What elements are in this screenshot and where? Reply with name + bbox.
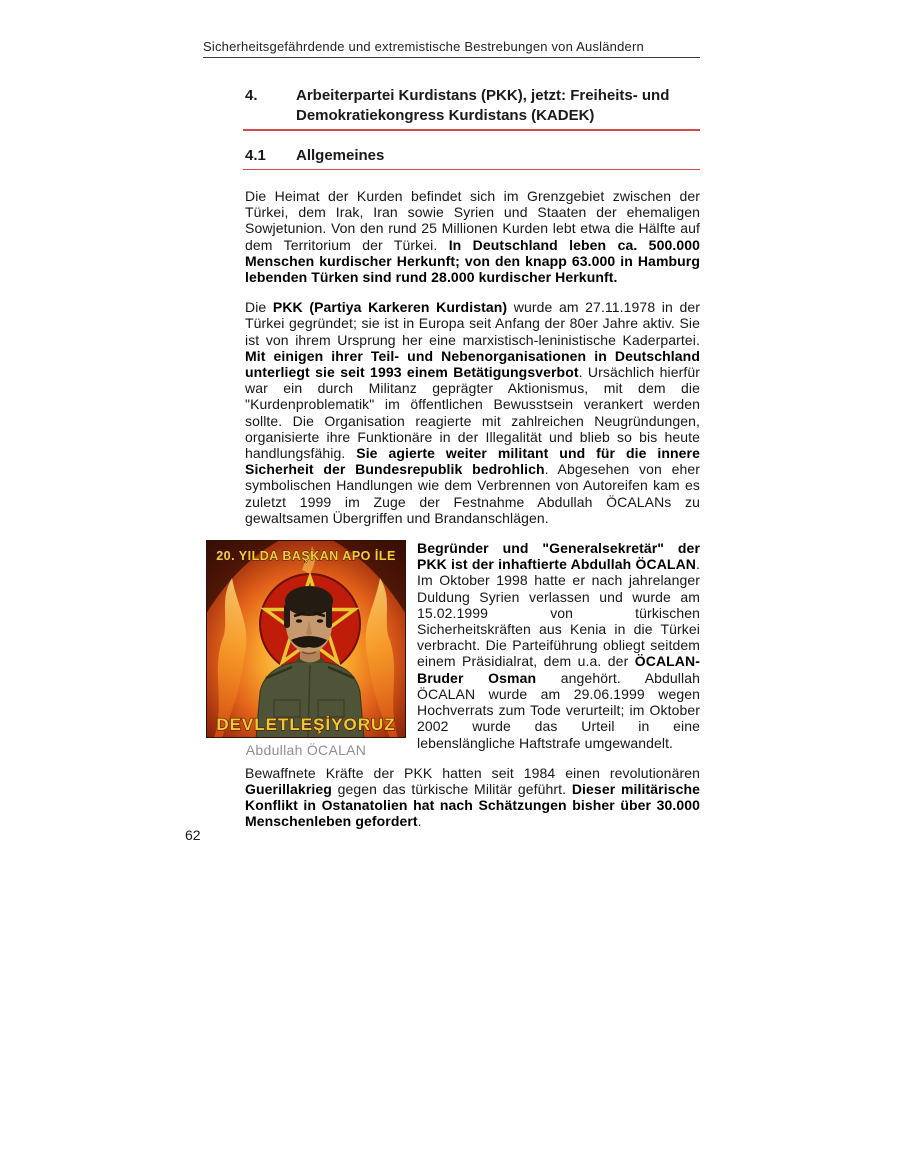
section-title-line2: Demokratiekongress Kurdistans (KADEK) (296, 107, 595, 124)
running-header: Sicherheitsgefährdende und extremistische Bestrebungen von Ausländern (203, 39, 644, 54)
header-rule (203, 57, 700, 58)
section-number: 4. (245, 87, 258, 104)
figure-caption: Abdullah ÖCALAN (245, 742, 367, 759)
paragraph-kurds-homeland: Die Heimat der Kurden befindet sich im Grenzgebiet zwischen der Türkei, dem Irak, Iran sowie Syrien und Staaten der ehemaligen Sowjetunion. Von den rund 25 Millionen Kurden lebt etwa die Hälfte auf dem Territorium der Türkei. In Deutschland leben ca. 500.000 Menschen kurdischer Herkunft; von den knapp 63.000 in Hamburg lebenden Türken sind rund 28.000 kurdischer Herkunft. (245, 188, 700, 286)
paragraph-pkk-history: Die PKK (Partiya Karkeren Kurdistan) wurde am 27.11.1978 in der Türkei gegründet; sie ist in Europa seit Anfang der 80er Jahre aktiv. Sie ist von ihrem Ursprung her eine marxistisch-leninistische Kaderpartei. Mit einigen ihrer Teil- und Nebenorganisationen in Deutschland unterliegt sie seit 1993 einem Betätigungsverbot. Ursächlich hierfür war ein durch Militanz geprägter Aktionismus, mit dem die "Kurdenproblematik" im öffentlichen Bewusstsein verankert werden sollte. Die Organisation reagierte mit zahlreichen Neugründungen, organisierte ihre Funktionäre in der Illegalität und blieb so bis heute handlungsfähig. Sie agierte weiter militant und für die innere Sicherheit der Bundesrepublik bedrohlich. Abgesehen von eher symbolischen Handlungen wie dem Verbrennen von Autoreifen kam es zuletzt 1999 im Zuge der Festnahme Abdullah ÖCALANs zu gewaltsamen Übergriffen und Brandanschlägen. (245, 299, 700, 526)
section-heading (245, 86, 700, 126)
subsection-heading (245, 146, 700, 166)
page-number: 62 (185, 827, 201, 843)
page-content (216, 86, 701, 844)
section-title-line1: Arbeiterpartei Kurdistans (PKK), jetzt: Freiheits- und (296, 87, 670, 104)
subsection-number: 4.1 (245, 146, 266, 164)
subsection-title: Allgemeines (296, 146, 385, 164)
section-title (296, 86, 669, 126)
section-rule (243, 129, 700, 131)
paragraph-ocalan-bio: Begründer und "Generalsekretär" der PKK ist der inhaftierte Abdullah ÖCALAN. Im Oktober 1998 hatte er nach jahrelanger Duldung Syrien verlassen und wurde am 15.02.1999 von türkischen Sicherheitskräften aus Kenia in die Türkei verbracht. Die Parteiführung obliegt seitdem einem Präsidialrat, dem u.a. der ÖCALAN-Bruder Osman angehört. Abdullah ÖCALAN wurde am 29.06.1999 wegen Hochverrats zum Tode verurteilt; im Oktober 2002 wurde das Urteil in eine lebenslängliche Haftstrafe umgewandelt. (417, 540, 701, 751)
poster-top-text: 20. YILDA BAŞKAN APO İLE (216, 549, 396, 564)
subsection-rule (243, 169, 700, 171)
ocalan-poster-figure (206, 540, 406, 762)
ocalan-poster-image (206, 540, 406, 738)
paragraph-guerilla-war: Bewaffnete Kräfte der PKK hatten seit 1984 einen revolutionären Guerillakrieg gegen das türkische Militär geführt. Dieser militärische Konflikt in Ostanatolien hat nach Schätzungen bisher über 30.000 Menschenleben gefordert. (245, 764, 700, 830)
poster-bottom-text: DEVLETLEŞİYORUZ (216, 715, 396, 735)
